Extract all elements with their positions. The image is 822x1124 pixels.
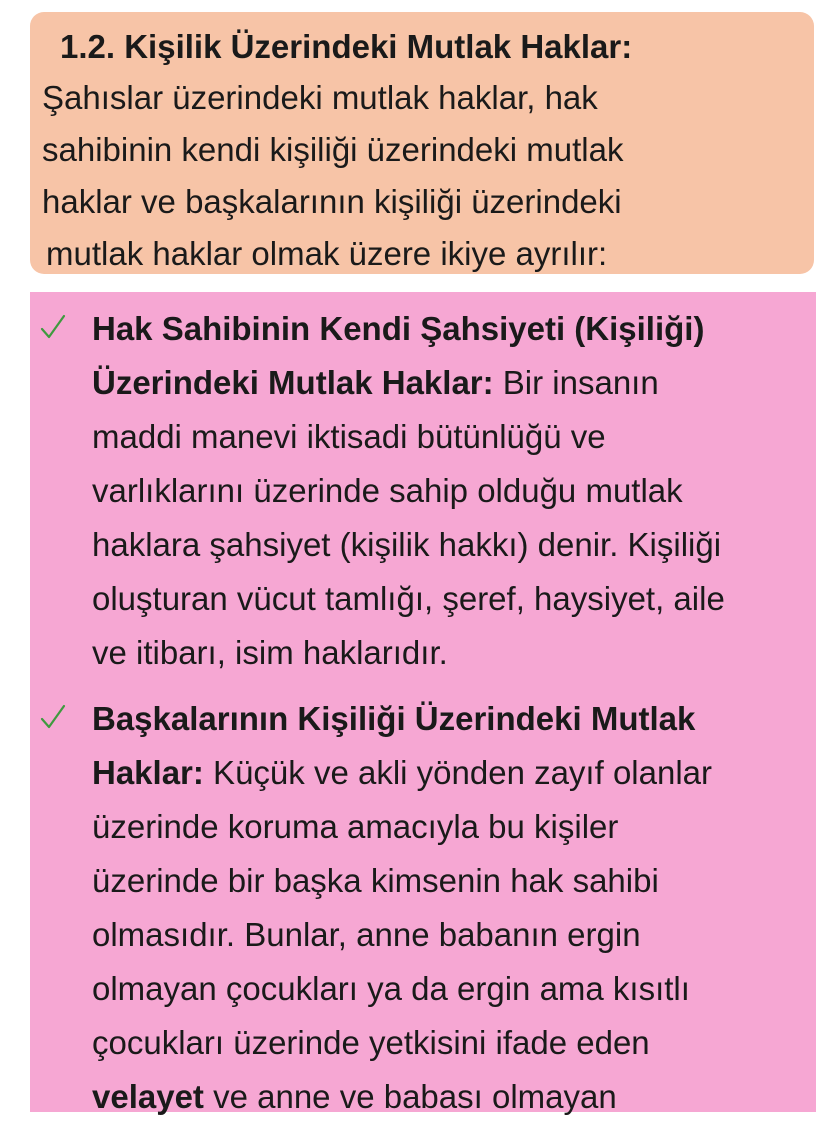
item-line: ve itibarı, isim haklarıdır.: [92, 634, 448, 671]
item-line: [92, 1070, 617, 1124]
item-line: olmayan çocukları ya da ergin ama kısıtlı: [92, 970, 690, 1007]
check-icon: [40, 702, 66, 732]
item-line: olmasıdır. Bunlar, anne babanın ergin: [92, 916, 641, 953]
intro-box: [30, 12, 814, 274]
item-heading-end: Haklar:: [92, 754, 204, 791]
item-line: maddi manevi iktisadi bütünlüğü ve: [92, 418, 606, 455]
item-line: [92, 746, 712, 800]
item-line: üzerinde bir başka kimsenin hak sahibi: [92, 862, 659, 899]
intro-line-1: Şahıslar üzerindeki mutlak haklar, hak: [42, 79, 598, 116]
item-text: Küçük ve akli yönden zayıf olanlar: [203, 754, 713, 791]
item-text: ve anne ve babası olmayan: [203, 1078, 617, 1115]
term-velayet: velayet: [92, 1078, 204, 1115]
rights-list: [30, 292, 816, 1115]
item-line: haklara şahsiyet (kişilik hakkı) denir. Kişiliği: [92, 526, 722, 563]
item-line: [92, 356, 659, 410]
item-heading-line: Başkalarının Kişiliği Üzerindeki Mutlak: [92, 700, 696, 737]
check-icon: [40, 312, 66, 342]
intro-line-2: sahibinin kendi kişiliği üzerindeki mutlak: [42, 131, 624, 168]
intro-line-3: haklar ve başkalarının kişiliği üzerindeki: [42, 183, 622, 220]
item-line: varlıklarını üzerinde sahip olduğu mutlak: [92, 472, 683, 509]
item-text: Bir insanın: [493, 364, 659, 401]
item-line: üzerinde koruma amacıyla bu kişiler: [92, 808, 619, 845]
section-title: 1.2. Kişilik Üzerindeki Mutlak Haklar:: [60, 28, 633, 65]
item-heading-end: Üzerindeki Mutlak Haklar:: [92, 364, 494, 401]
item-heading-line: Hak Sahibinin Kendi Şahsiyeti (Kişiliği): [92, 310, 705, 347]
intro-line-4: mutlak haklar olmak üzere ikiye ayrılır:: [46, 235, 608, 272]
item-line: çocukları üzerinde yetkisini ifade eden: [92, 1024, 650, 1061]
item-line: oluşturan vücut tamlığı, şeref, haysiyet, aile: [92, 580, 725, 617]
